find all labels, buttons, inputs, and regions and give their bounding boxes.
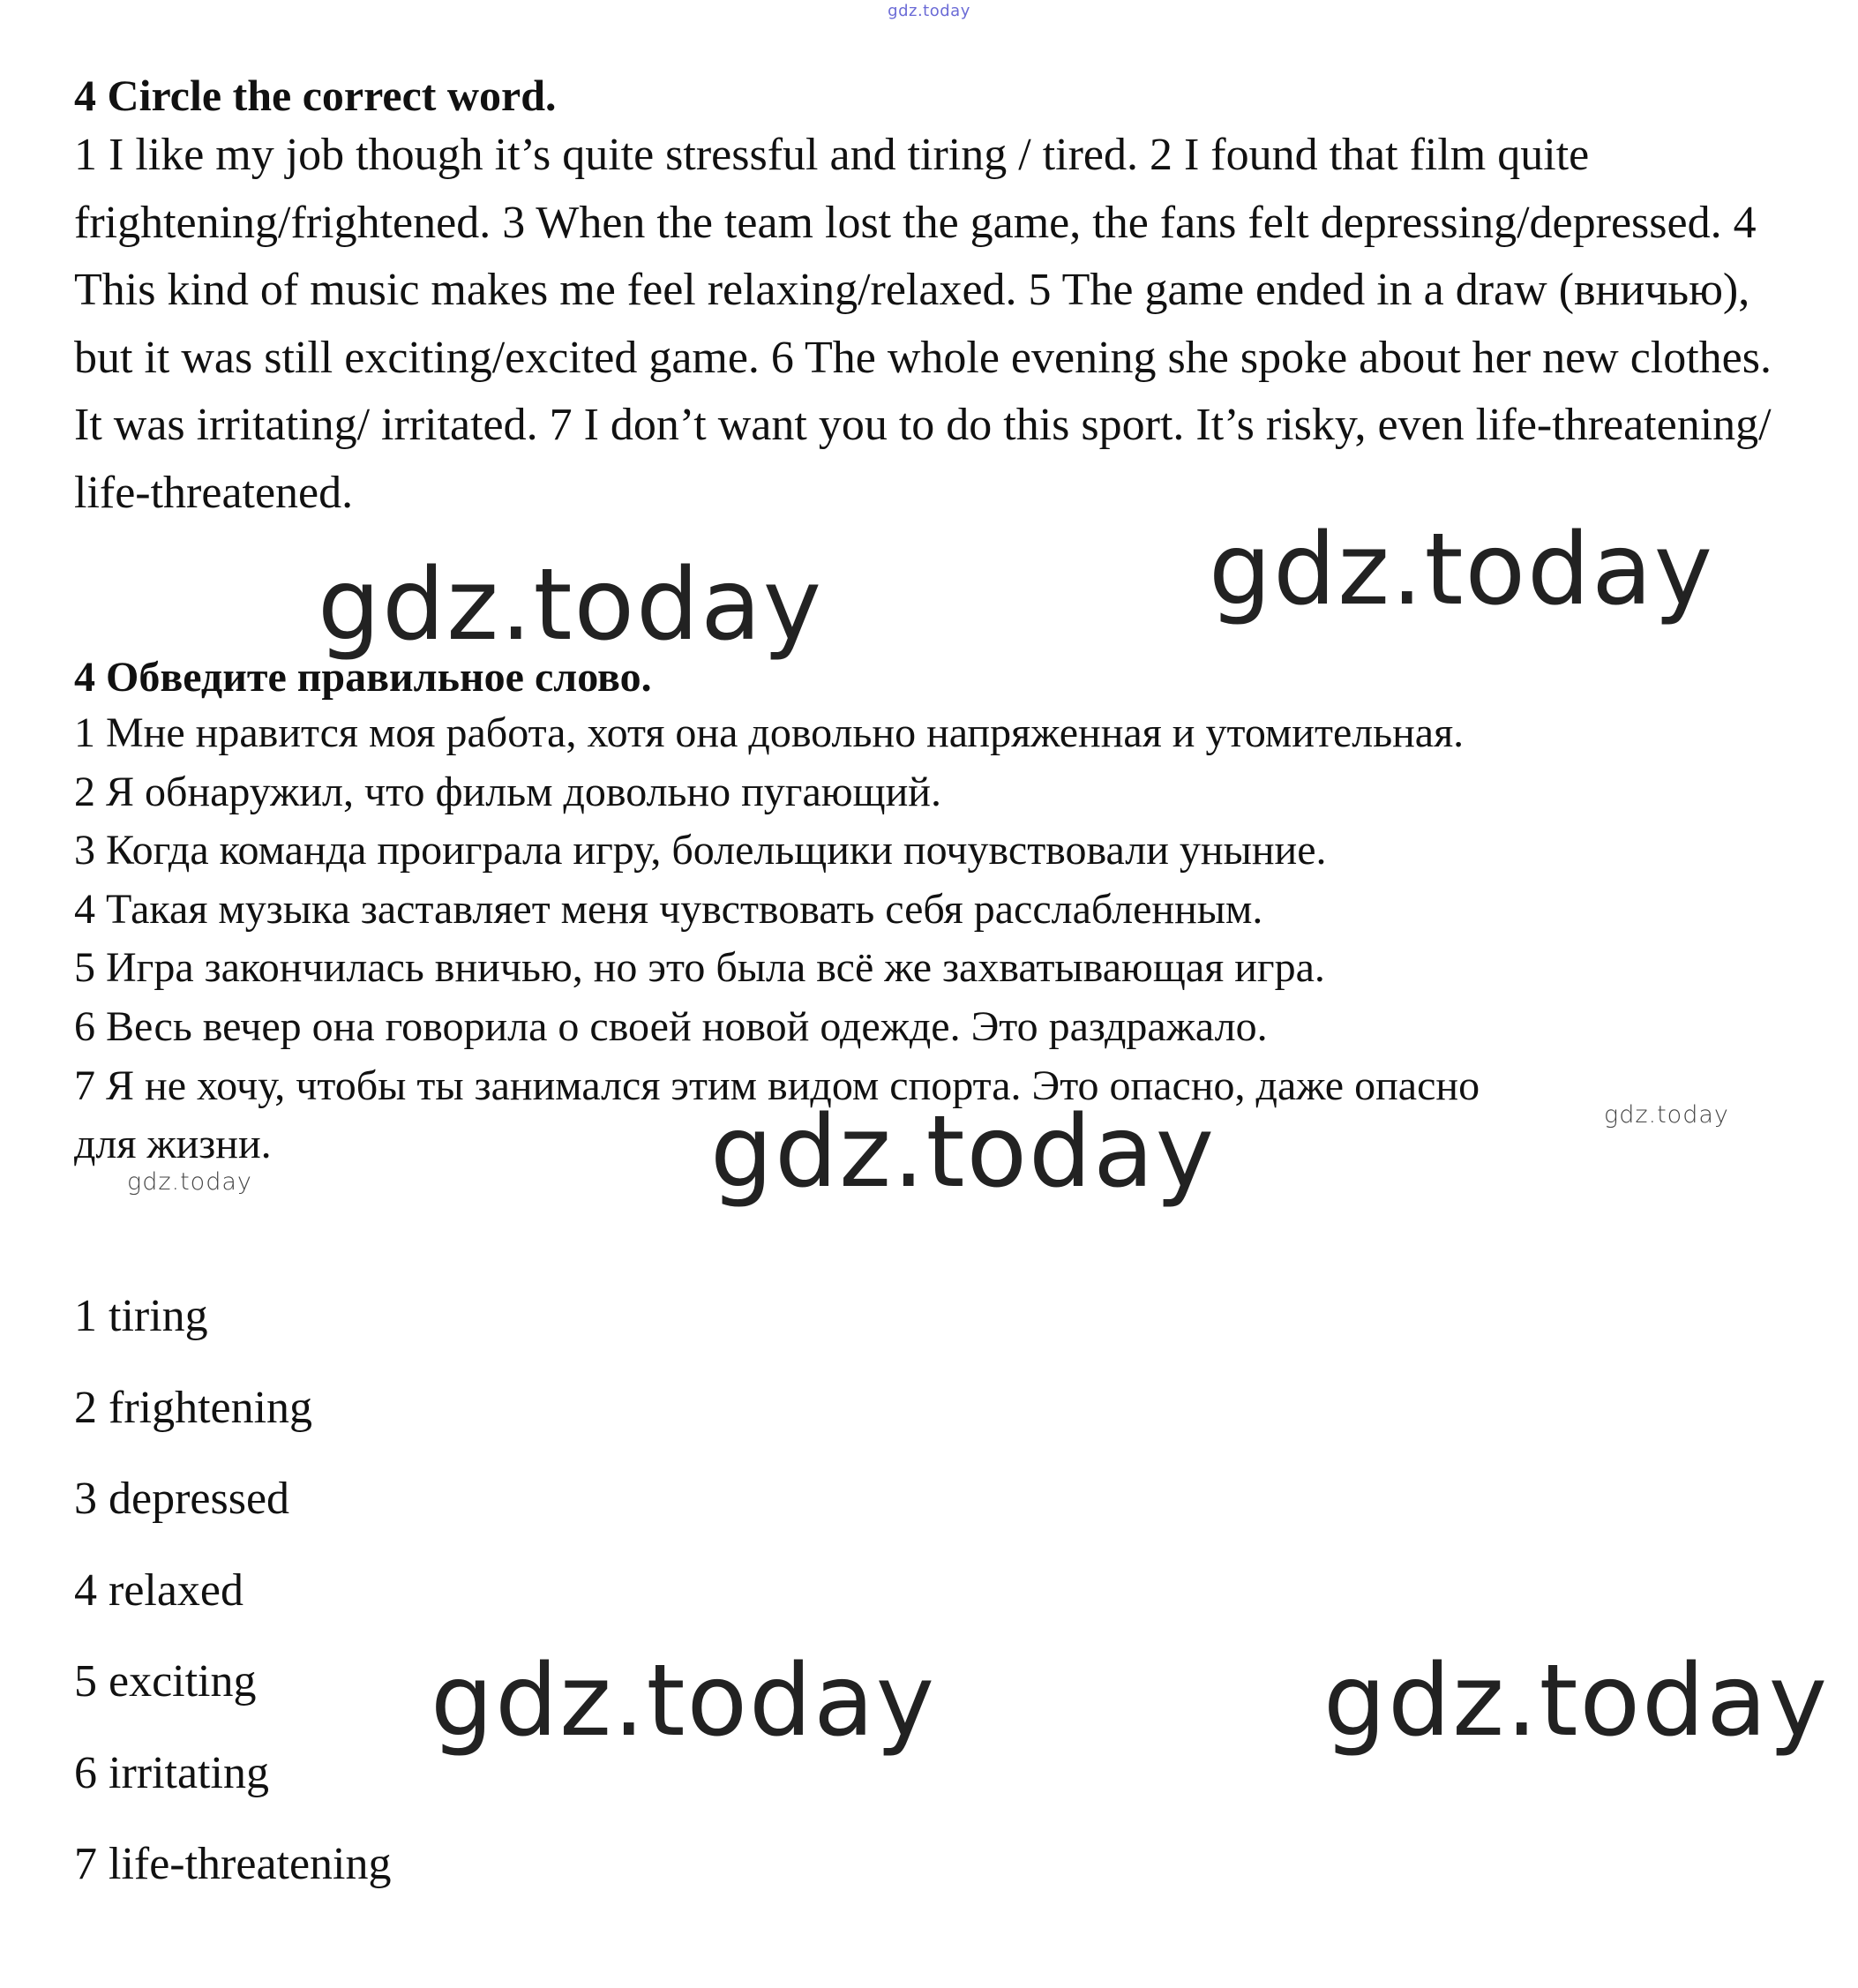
- watermark-small: gdz.today: [1604, 1101, 1729, 1129]
- top-watermark: gdz.today: [888, 2, 970, 20]
- watermark-large: gdz.today: [431, 1644, 937, 1759]
- russian-line: 5 Игра закончилась вничью, но это была всё же захватывающая игра.: [74, 944, 1325, 992]
- russian-line: 3 Когда команда проиграла игру, болельщики почувствовали уныние.: [74, 827, 1327, 874]
- watermark-large: gdz.today: [318, 548, 824, 663]
- english-task-text: 1 I like my job though it’s quite stressful and tiring / tired. 2 I found that film quite frightening/frightened. 3 When the team lost the game, the fans felt depressing/depressed. 4 This kind of music makes me feel relaxing/relaxed. 5 The game ended in a draw (вничью), but it was still exciting/excited game. 6 The whole evening she spoke about her new clothes. It was irritating/ irritated. 7 I don’t want you to do this sport. It’s risky, even life-threatening/ life-threatened.: [74, 130, 1772, 518]
- watermark-large: gdz.today: [710, 1095, 1217, 1210]
- answer-item: 5 exciting: [74, 1656, 257, 1707]
- watermark-large: gdz.today: [1209, 513, 1715, 627]
- answer-item: 7 life-threatening: [74, 1839, 392, 1889]
- russian-line: 6 Весь вечер она говорила о своей новой одежде. Это раздражало.: [74, 1002, 1268, 1050]
- english-task-heading: 4 Circle the correct word.: [74, 71, 557, 120]
- answer-item: 2 frightening: [74, 1382, 313, 1433]
- watermark-small: gdz.today: [127, 1168, 252, 1196]
- russian-task-heading: 4 Обведите правильное слово.: [74, 654, 652, 701]
- answer-item: 6 irritating: [74, 1747, 269, 1798]
- russian-line: для жизни.: [74, 1121, 272, 1168]
- russian-line: 4 Такая музыка заставляет меня чувствовать себя расслабленным.: [74, 885, 1263, 933]
- answer-item: 1 tiring: [74, 1291, 208, 1341]
- answer-item: 4 relaxed: [74, 1564, 244, 1616]
- answer-item: 3 depressed: [74, 1474, 290, 1524]
- english-task: [74, 69, 1803, 527]
- watermark-large: gdz.today: [1323, 1644, 1830, 1759]
- russian-line: 7 Я не хочу, чтобы ты занимался этим видом спорта. Это опасно, даже опасно: [74, 1062, 1480, 1109]
- russian-line: 1 Мне нравится моя работа, хотя она довольно напряженная и утомительная.: [74, 709, 1465, 756]
- russian-line: 2 Я обнаружил, что фильм довольно пугающий.: [74, 768, 941, 815]
- answer-list: [74, 1290, 1803, 1930]
